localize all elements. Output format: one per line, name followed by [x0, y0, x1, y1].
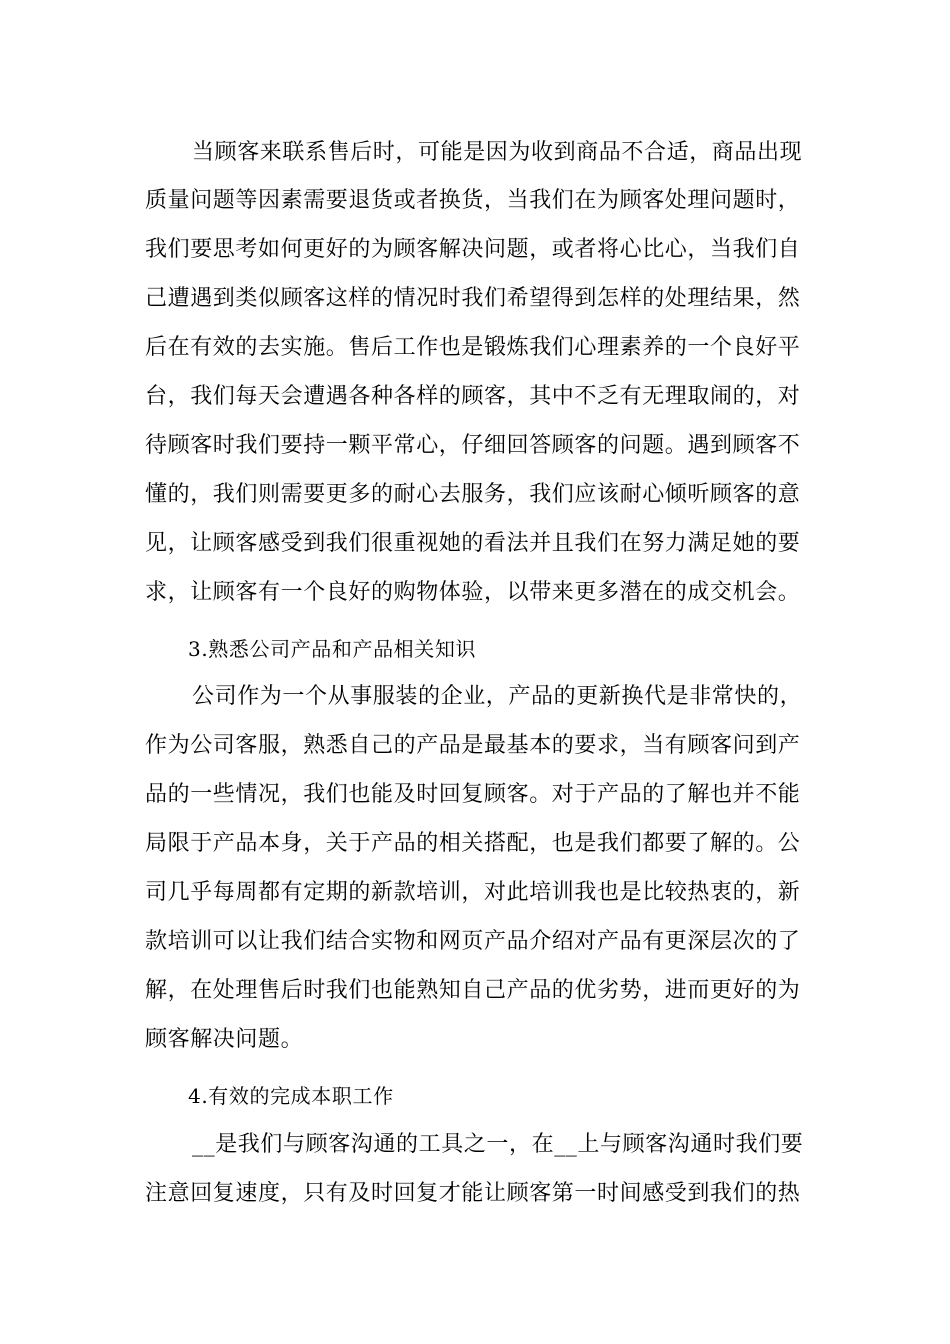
paragraph-line: 质量问题等因素需要退货或者换货，当我们在为顾客处理问题时，: [145, 188, 801, 213]
section-heading: 4.有效的完成本职工作: [188, 1084, 394, 1108]
paragraph-line: 我们要思考如何更好的为顾客解决问题，或者将心比心，当我们自: [145, 237, 801, 262]
paragraph-line: 见，让顾客感受到我们很重视她的看法并且我们在努力满足她的要: [145, 531, 801, 556]
paragraph-line: 解，在处理售后时我们也能熟知自己产品的优劣势，进而更好的为: [145, 978, 801, 1003]
paragraph-line: 作为公司客服，熟悉自己的产品是最基本的要求，当有顾客问到产: [145, 733, 801, 758]
paragraph-line: 当顾客来联系售后时，可能是因为收到商品不合适，商品出现: [192, 140, 803, 165]
paragraph-line: 款培训可以让我们结合实物和网页产品介绍对产品有更深层次的了: [145, 929, 801, 954]
paragraph-line: 台，我们每天会遭遇各种各样的顾客，其中不乏有无理取闹的，对: [145, 384, 801, 409]
paragraph-line: 品的一些情况，我们也能及时回复顾客。对于产品的了解也并不能: [145, 782, 801, 807]
paragraph-line: 待顾客时我们要持一颗平常心，仔细回答顾客的问题。遇到顾客不: [145, 433, 801, 458]
paragraph-line: 懂的，我们则需要更多的耐心去服务，我们应该耐心倾听顾客的意: [145, 482, 801, 507]
paragraph-line: 公司作为一个从事服装的企业，产品的更新换代是非常快的，: [192, 684, 803, 709]
paragraph-line: 己遭遇到类似顾客这样的情况时我们希望得到怎样的处理结果，然: [145, 286, 801, 311]
paragraph-line: 司几乎每周都有定期的新款培训，对此培训我也是比较热衷的，新: [145, 880, 801, 905]
paragraph-line: __是我们与顾客沟通的工具之一，在__上与顾客沟通时我们要: [192, 1132, 804, 1157]
paragraph-line: 局限于产品本身，关于产品的相关搭配，也是我们都要了解的。公: [145, 831, 801, 856]
section-heading: 3.熟悉公司产品和产品相关知识: [188, 637, 477, 661]
paragraph-line: 注意回复速度，只有及时回复才能让顾客第一时间感受到我们的热: [145, 1181, 801, 1206]
paragraph-line: 求，让顾客有一个良好的购物体验，以带来更多潜在的成交机会。: [145, 580, 801, 605]
paragraph-line: 后在有效的去实施。售后工作也是锻炼我们心理素养的一个良好平: [145, 335, 801, 360]
paragraph-line: 顾客解决问题。: [145, 1027, 304, 1052]
